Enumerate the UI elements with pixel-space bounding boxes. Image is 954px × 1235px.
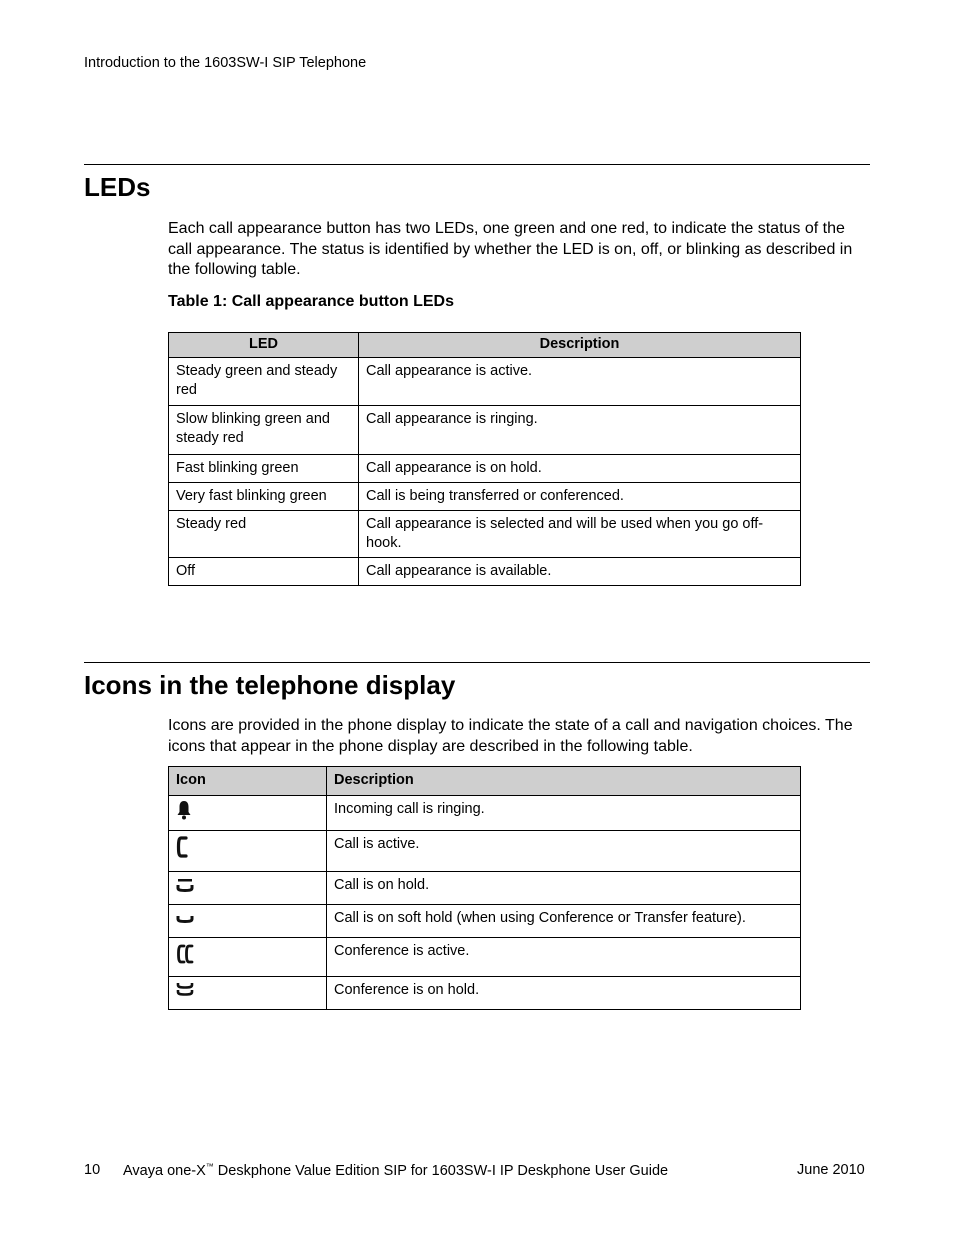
running-header: Introduction to the 1603SW-I SIP Telephone bbox=[84, 55, 367, 71]
section-rule bbox=[84, 164, 870, 165]
table-row bbox=[169, 905, 801, 938]
table-row bbox=[169, 796, 801, 831]
icon-table bbox=[168, 766, 801, 1010]
led-state-cell: Off bbox=[169, 558, 359, 586]
icon-cell bbox=[169, 796, 327, 831]
table-row bbox=[169, 831, 801, 872]
publication-date: June 2010 bbox=[797, 1162, 865, 1178]
description-cell: Conference is active. bbox=[327, 938, 801, 977]
description-cell: Call appearance is active. bbox=[359, 358, 801, 406]
led-state-cell: Fast blinking green bbox=[169, 455, 359, 483]
conference-hold-icon bbox=[176, 981, 196, 1003]
table-row bbox=[169, 511, 801, 558]
description-cell: Incoming call is ringing. bbox=[327, 796, 801, 831]
table-header-row bbox=[169, 767, 801, 796]
document-title bbox=[123, 1162, 668, 1179]
leds-intro-paragraph: Each call appearance button has two LEDs, one green and one red, to indicate the status of the call appearance. The status is identified by whether the LED is on, off, or blinking as described in the following table. bbox=[168, 220, 853, 278]
description-cell: Conference is on hold. bbox=[327, 977, 801, 1010]
trademark-symbol: ™ bbox=[205, 1162, 214, 1171]
description-cell: Call is being transferred or conferenced. bbox=[359, 483, 801, 511]
led-state-cell: Steady red bbox=[169, 511, 359, 558]
description-cell: Call appearance is ringing. bbox=[359, 406, 801, 455]
description-cell: Call is active. bbox=[327, 831, 801, 872]
table-row bbox=[169, 455, 801, 483]
icon-cell bbox=[169, 938, 327, 977]
document-title-suffix: Deskphone Value Edition SIP for 1603SW-I IP Deskphone User Guide bbox=[213, 1162, 669, 1179]
description-cell: Call appearance is selected and will be used when you go off-hook. bbox=[359, 511, 801, 558]
description-cell: Call appearance is on hold. bbox=[359, 455, 801, 483]
icon-cell bbox=[169, 872, 327, 905]
description-cell: Call is on hold. bbox=[327, 872, 801, 905]
handset-hold-icon bbox=[176, 876, 196, 898]
handset-soft-hold-icon bbox=[176, 909, 196, 931]
led-table bbox=[168, 332, 801, 586]
icon-cell bbox=[169, 831, 327, 872]
handset-icon bbox=[176, 835, 196, 857]
led-state-cell: Very fast blinking green bbox=[169, 483, 359, 511]
section-rule bbox=[84, 662, 870, 663]
table-row bbox=[169, 406, 801, 455]
document-title-prefix: Avaya one-X bbox=[123, 1162, 206, 1179]
column-header-description: Description bbox=[327, 767, 801, 796]
icon-cell bbox=[169, 977, 327, 1010]
page-number: 10 bbox=[84, 1162, 101, 1178]
led-state-cell: Slow blinking green and steady red bbox=[169, 406, 359, 455]
table-row bbox=[169, 483, 801, 511]
table-row bbox=[169, 558, 801, 586]
section-heading-icons: Icons in the telephone display bbox=[84, 670, 456, 700]
icons-intro-paragraph: Icons are provided in the phone display to indicate the state of a call and navigation choices. The icons that appear in the phone display are described in the following table. bbox=[168, 717, 853, 755]
column-header-description: Description bbox=[359, 333, 801, 358]
table-caption: Table 1: Call appearance button LEDs bbox=[168, 293, 454, 310]
table-row bbox=[169, 872, 801, 905]
column-header-icon: Icon bbox=[169, 767, 327, 796]
column-header-led: LED bbox=[169, 333, 359, 358]
table-header-row bbox=[169, 333, 801, 358]
table-row bbox=[169, 977, 801, 1010]
description-cell: Call is on soft hold (when using Conference or Transfer feature). bbox=[327, 905, 801, 938]
table-row bbox=[169, 938, 801, 977]
led-state-cell: Steady green and steady red bbox=[169, 358, 359, 406]
description-cell: Call appearance is available. bbox=[359, 558, 801, 586]
icon-cell bbox=[169, 905, 327, 938]
table-row bbox=[169, 358, 801, 406]
section-heading-leds: LEDs bbox=[84, 172, 151, 202]
double-handset-icon bbox=[176, 942, 196, 964]
bell-icon bbox=[176, 800, 196, 822]
